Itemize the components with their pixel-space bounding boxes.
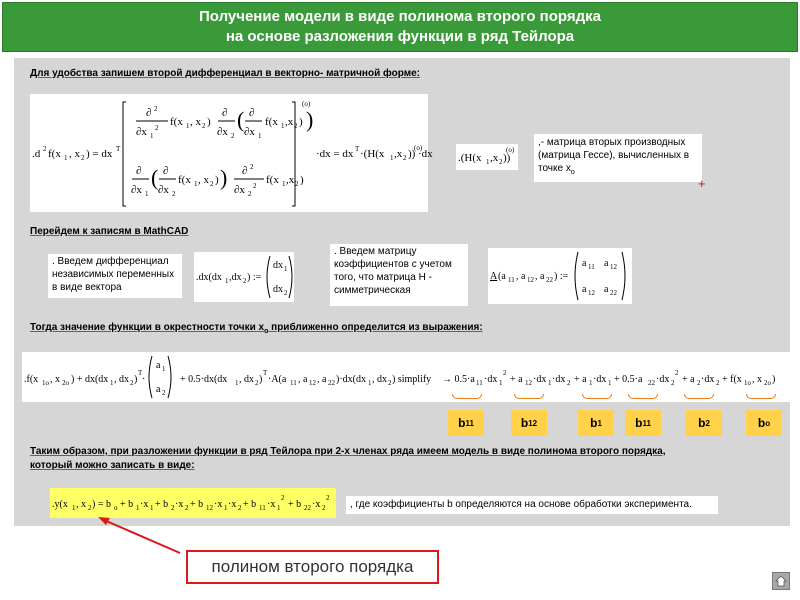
- svg-text:1: 1: [150, 504, 154, 512]
- svg-text:·x: ·x: [140, 499, 149, 510]
- svg-text:2: 2: [284, 289, 288, 297]
- svg-text:+ a: + a: [574, 374, 587, 385]
- svg-text:2: 2: [295, 180, 299, 188]
- svg-text:2: 2: [255, 379, 259, 387]
- svg-text:2: 2: [675, 369, 679, 377]
- svg-text:1o: 1o: [42, 379, 49, 387]
- svg-text:+ 0.5·a: + 0.5·a: [614, 374, 643, 385]
- svg-text:1: 1: [589, 379, 593, 387]
- b-label-b11-b: b 11: [625, 410, 661, 436]
- b-label-b12: b 12: [511, 410, 547, 436]
- svg-text:·dx: ·dx: [701, 374, 715, 385]
- svg-text:): ): [299, 116, 303, 128]
- svg-text:.(H(x: .(H(x: [458, 152, 482, 164]
- svg-text:→ 0.5·a: → 0.5·a: [442, 374, 475, 385]
- svg-text:∂: ∂: [146, 107, 152, 119]
- svg-text:+ b: + b: [288, 499, 302, 510]
- svg-text:∂: ∂: [222, 107, 228, 119]
- svg-text:T: T: [116, 145, 121, 153]
- svg-text:(o): (o): [414, 144, 423, 152]
- title-line-2: на основе разложения функции в ряд Тейлора: [225, 28, 575, 45]
- svg-text:·x: ·x: [228, 499, 237, 510]
- svg-text:∂: ∂: [163, 165, 169, 177]
- svg-text:·x: ·x: [175, 499, 184, 510]
- svg-text:11: 11: [290, 379, 297, 387]
- svg-text:1: 1: [145, 190, 149, 198]
- svg-text:∂x: ∂x: [131, 184, 142, 196]
- svg-text:.f(x: .f(x: [24, 374, 39, 385]
- svg-text:T: T: [355, 145, 360, 153]
- svg-text:(o): (o): [506, 146, 515, 154]
- svg-text:, dx: , dx: [239, 374, 254, 385]
- svg-text:2: 2: [250, 163, 254, 171]
- hessian-note-sub: o: [570, 169, 575, 176]
- svg-text:)·dx(dx: )·dx(dx: [336, 374, 366, 385]
- svg-text:1: 1: [284, 265, 288, 273]
- svg-text:·dx: ·dx: [552, 374, 566, 385]
- svg-text:a: a: [604, 284, 609, 295]
- svg-text:+ b: + b: [155, 499, 169, 510]
- svg-text:11: 11: [476, 379, 483, 387]
- svg-text:f(x: f(x: [170, 116, 183, 128]
- title-line-1: Получение модели в виде полинома второго порядка: [199, 8, 601, 25]
- callout-arrow-line: [104, 520, 180, 553]
- svg-text:12: 12: [588, 289, 595, 297]
- svg-text:2: 2: [162, 389, 166, 397]
- svg-text:1: 1: [162, 365, 166, 373]
- svg-text:∂x: ∂x: [217, 126, 228, 138]
- svg-text:f(x: f(x: [265, 116, 278, 128]
- svg-text:, a: , a: [535, 271, 545, 282]
- svg-text:, x: , x: [69, 148, 80, 160]
- svg-text:+ a: + a: [682, 374, 695, 385]
- svg-text:): ): [207, 116, 211, 128]
- svg-text:2: 2: [171, 504, 175, 512]
- svg-text:.y(x: .y(x: [52, 499, 68, 510]
- svg-text:+ b: + b: [243, 499, 257, 510]
- svg-text:2: 2: [503, 369, 507, 377]
- svg-text:∂x: ∂x: [136, 126, 147, 138]
- svg-text:a: a: [582, 258, 587, 269]
- svg-text:22: 22: [304, 504, 311, 512]
- svg-text:f(x: f(x: [48, 148, 61, 160]
- svg-text:): ): [220, 165, 228, 190]
- svg-text:2: 2: [238, 504, 242, 512]
- svg-text:) :=: ) :=: [554, 271, 569, 282]
- svg-text:2: 2: [671, 379, 675, 387]
- svg-text:2o: 2o: [62, 379, 69, 387]
- svg-text:1: 1: [150, 132, 154, 140]
- svg-text:) simplify: ) simplify: [392, 374, 432, 385]
- section-3-heading-text: Тогда значение функции в окрестности точки x: [30, 322, 265, 333]
- b-label-b11-a: b 11: [448, 410, 484, 436]
- coefficients-note: , где коэффициенты b определяются на основе обработки эксперимента.: [346, 496, 718, 514]
- svg-text:1: 1: [390, 154, 394, 162]
- svg-text:1: 1: [368, 379, 372, 387]
- coefficient-matrix-note: . Введем матрицу коэффициентов с учетом того, что матрица H - симметрическая: [330, 244, 468, 306]
- polynomial-callout: [186, 550, 439, 584]
- svg-text:1: 1: [277, 504, 281, 512]
- svg-text:·dx: ·dx: [484, 374, 498, 385]
- red-cursor-plus: +: [698, 176, 706, 191]
- svg-text:(: (: [151, 165, 159, 190]
- svg-text:12: 12: [206, 504, 213, 512]
- svg-text:+ b: + b: [190, 499, 204, 510]
- svg-text:1: 1: [186, 122, 190, 130]
- svg-text:2: 2: [253, 182, 257, 190]
- svg-text:2: 2: [154, 105, 158, 113]
- svg-text:1: 1: [225, 277, 229, 285]
- svg-text:∂x: ∂x: [244, 126, 255, 138]
- svg-text:, x: , x: [198, 174, 209, 186]
- svg-text:·(H(x: ·(H(x: [360, 148, 385, 160]
- home-icon: [775, 575, 787, 587]
- svg-text:∂x: ∂x: [158, 184, 169, 196]
- svg-text:·x: ·x: [312, 499, 321, 510]
- svg-text:): ): [772, 374, 776, 385]
- svg-text:a: a: [582, 284, 587, 295]
- svg-text:22: 22: [648, 379, 655, 387]
- svg-text:): ): [306, 107, 314, 132]
- svg-text:1: 1: [110, 379, 114, 387]
- svg-text:∂: ∂: [249, 107, 255, 119]
- svg-text:(o): (o): [302, 100, 311, 108]
- svg-text:, a: , a: [317, 374, 327, 385]
- svg-text:T: T: [138, 369, 143, 377]
- svg-text:, x: , x: [752, 374, 762, 385]
- svg-text:2: 2: [697, 379, 701, 387]
- svg-text:1: 1: [548, 379, 552, 387]
- section-3-heading-tail: приближенно определится из выражения:: [268, 322, 483, 333]
- svg-text:2: 2: [388, 379, 392, 387]
- svg-text:1: 1: [72, 504, 76, 512]
- svg-text:dx: dx: [273, 260, 283, 271]
- svg-text:a: a: [604, 258, 609, 269]
- svg-text:2: 2: [248, 190, 252, 198]
- svg-text:dx: dx: [273, 284, 283, 295]
- svg-text:1: 1: [281, 122, 285, 130]
- hessian-note-text: ,- матрица вторых производных (матрица Гессе), вычисленных в точке x: [538, 137, 690, 174]
- svg-text:, x: , x: [76, 499, 86, 510]
- svg-text:12: 12: [527, 276, 534, 284]
- svg-text:22: 22: [546, 276, 553, 284]
- svg-text:, dx: , dx: [114, 374, 129, 385]
- svg-text:f(x: f(x: [266, 174, 279, 186]
- svg-text:2: 2: [716, 379, 720, 387]
- svg-text:·dx: ·dx: [656, 374, 670, 385]
- svg-text:1: 1: [64, 154, 68, 162]
- svg-text:·A(a: ·A(a: [268, 374, 287, 385]
- svg-text:+ 0.5·dx(dx: + 0.5·dx(dx: [180, 374, 228, 385]
- svg-text:1: 1: [258, 132, 262, 140]
- svg-text:) = b: ) = b: [92, 499, 111, 510]
- svg-text:,x: ,x: [286, 174, 295, 186]
- section-3-heading-sub: o: [264, 328, 269, 335]
- svg-text:,x: ,x: [394, 148, 403, 160]
- svg-text:,dx: ,dx: [229, 272, 242, 283]
- svg-text:2: 2: [322, 504, 326, 512]
- svg-text:, a: , a: [516, 271, 526, 282]
- svg-text:1: 1: [224, 504, 228, 512]
- svg-text:2: 2: [281, 494, 285, 502]
- svg-text:2: 2: [130, 379, 134, 387]
- svg-text:2o: 2o: [764, 379, 771, 387]
- svg-text:∂: ∂: [242, 165, 248, 177]
- svg-text:+ b: + b: [120, 499, 134, 510]
- svg-text:·: ·: [142, 374, 146, 385]
- svg-text:2: 2: [403, 154, 407, 162]
- svg-text:): ): [215, 174, 219, 186]
- svg-text:,x: ,x: [285, 116, 294, 128]
- differential-vector-note: . Введем дифференциал независимых переменных в виде вектора: [48, 254, 182, 298]
- svg-text:2: 2: [326, 494, 330, 502]
- svg-text:): ): [300, 174, 304, 186]
- svg-text:): ): [259, 374, 263, 385]
- svg-text:): ): [134, 374, 138, 385]
- svg-text:) :=: ) :=: [247, 272, 262, 283]
- svg-text:+ a: + a: [510, 374, 523, 385]
- svg-text:,x: ,x: [490, 152, 499, 164]
- svg-text:·dx = dx: ·dx = dx: [316, 148, 354, 160]
- svg-text:A: A: [490, 271, 498, 282]
- svg-text:·dx: ·dx: [418, 148, 433, 160]
- svg-text:12: 12: [309, 379, 316, 387]
- svg-text:12: 12: [610, 263, 617, 271]
- svg-text:.d: .d: [32, 148, 41, 160]
- svg-text:1: 1: [235, 379, 239, 387]
- svg-text:22: 22: [610, 289, 617, 297]
- home-nav-button[interactable]: [772, 572, 790, 590]
- svg-text:) + dx(dx: ) + dx(dx: [71, 374, 109, 385]
- svg-text:2: 2: [172, 190, 176, 198]
- svg-text:)): )): [408, 148, 416, 160]
- svg-text:2: 2: [202, 122, 206, 130]
- svg-text:∂x: ∂x: [234, 184, 245, 196]
- svg-text:a: a: [156, 384, 161, 395]
- svg-text:, x: , x: [50, 374, 60, 385]
- svg-text:12: 12: [525, 379, 532, 387]
- callout-arrow-head: [98, 517, 110, 525]
- svg-text:2: 2: [231, 132, 235, 140]
- svg-text:2: 2: [567, 379, 571, 387]
- svg-text:2: 2: [88, 504, 92, 512]
- section-4-heading-line-1: Таким образом, при разложении функции в ряд Тейлора при 2-х членах ряда имеем модель в виде полинома второго порядка,: [30, 446, 666, 457]
- svg-text:, a: , a: [298, 374, 308, 385]
- svg-text:2: 2: [294, 122, 298, 130]
- svg-text:(a: (a: [498, 271, 506, 282]
- svg-text:2: 2: [185, 504, 189, 512]
- svg-text:∂: ∂: [136, 165, 142, 177]
- svg-text:2: 2: [155, 124, 159, 132]
- svg-text:o: o: [114, 504, 118, 512]
- svg-text:)): )): [503, 152, 511, 164]
- svg-text:) = dx: ) = dx: [86, 148, 113, 160]
- svg-text:1: 1: [136, 504, 140, 512]
- svg-text:2: 2: [243, 277, 247, 285]
- svg-text:, x: , x: [190, 116, 201, 128]
- svg-text:+ f(x: + f(x: [722, 374, 742, 385]
- b-label-b2: b 2: [686, 410, 722, 436]
- svg-text:11: 11: [508, 276, 515, 284]
- svg-text:.dx(dx: .dx(dx: [196, 272, 222, 283]
- svg-text:(: (: [237, 107, 245, 132]
- svg-text:2: 2: [499, 158, 503, 166]
- svg-text:11: 11: [259, 504, 266, 512]
- svg-text:·x: ·x: [267, 499, 276, 510]
- svg-text:f(x: f(x: [178, 174, 191, 186]
- section-1-heading: Для удобства запишем второй дифференциал в векторно- матричной форме:: [30, 68, 420, 79]
- svg-text:1: 1: [499, 379, 503, 387]
- svg-text:1o: 1o: [744, 379, 751, 387]
- svg-text:11: 11: [588, 263, 595, 271]
- svg-text:1: 1: [608, 379, 612, 387]
- svg-text:2: 2: [81, 154, 85, 162]
- svg-text:22: 22: [328, 379, 335, 387]
- svg-text:, dx: , dx: [372, 374, 387, 385]
- svg-text:T: T: [263, 369, 268, 377]
- svg-text:2: 2: [210, 180, 214, 188]
- polynomial-callout-label: полином второго порядка: [211, 557, 414, 576]
- svg-text:1: 1: [194, 180, 198, 188]
- svg-text:·dx: ·dx: [593, 374, 607, 385]
- svg-text:·dx: ·dx: [533, 374, 547, 385]
- svg-text:·x: ·x: [214, 499, 223, 510]
- b-label-b1: b 1: [578, 410, 614, 436]
- svg-text:1: 1: [282, 180, 286, 188]
- svg-text:2: 2: [43, 145, 47, 153]
- svg-text:a: a: [156, 360, 161, 371]
- svg-text:1: 1: [486, 158, 490, 166]
- section-2-heading: Перейдем к записям в MathCAD: [30, 226, 189, 237]
- b-label-bo: b o: [746, 410, 782, 436]
- section-4-heading-line-2: который можно записать в виде:: [30, 460, 195, 471]
